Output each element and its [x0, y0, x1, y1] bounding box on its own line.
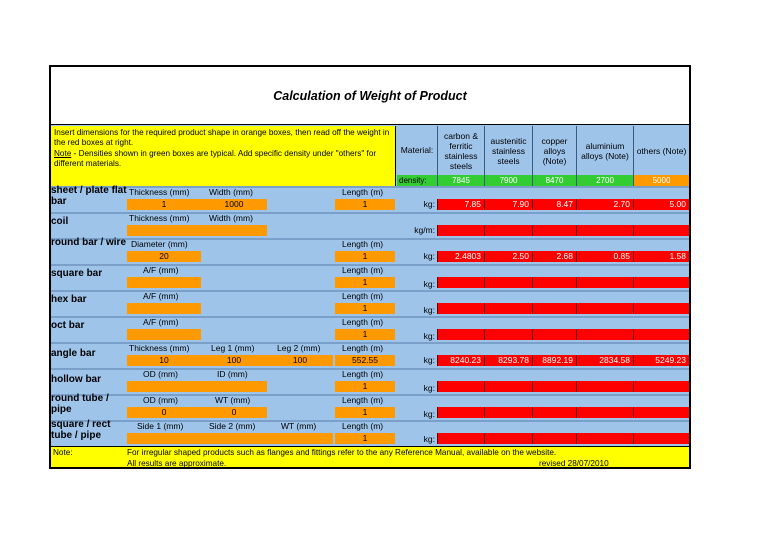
density-copper-alloys: 8470: [532, 175, 576, 186]
instructions-note-label: Note: [54, 148, 72, 158]
rect-side1-input[interactable]: [127, 433, 201, 444]
round-diameter-input[interactable]: 20: [127, 251, 201, 262]
angle-thickness-header: Thickness (mm): [129, 343, 190, 353]
round-length-input[interactable]: 1: [335, 251, 395, 262]
hollow-result-others: [633, 381, 689, 392]
sheet-length-header: Length (m): [342, 187, 384, 197]
tube-result-aluminium: [576, 407, 633, 418]
tube-wt-header: WT (mm): [215, 395, 251, 405]
shape-angle-bar-label: angle bar: [51, 348, 96, 359]
density-austenitic-steel: 7900: [484, 175, 532, 186]
sheet-result-carbon: 7.85: [437, 199, 484, 210]
footer-note-label: Note:: [53, 448, 73, 457]
rect-result-copper: [532, 433, 576, 444]
oct-af-header: A/F (mm): [143, 317, 179, 327]
rect-result-austenitic: [484, 433, 532, 444]
oct-result-austenitic: [484, 329, 532, 340]
material-others: others (Note): [633, 126, 689, 175]
square-unit: kg:: [423, 279, 435, 289]
shape-coil-label: coil: [51, 216, 69, 227]
coil-result-copper: [532, 225, 576, 236]
oct-result-others: [633, 329, 689, 340]
angle-leg1-header: Leg 1 (mm): [211, 343, 255, 353]
tube-result-others: [633, 407, 689, 418]
material-austenitic-steel: austenitic stainless steels: [484, 126, 532, 175]
hollow-od-header: OD (mm): [143, 369, 178, 379]
round-length-header: Length (m): [342, 239, 384, 249]
square-result-copper: [532, 277, 576, 288]
square-length-input[interactable]: 1: [335, 277, 395, 288]
sheet-width-input[interactable]: 1000: [201, 199, 267, 210]
tube-result-copper: [532, 407, 576, 418]
oct-result-copper: [532, 329, 576, 340]
coil-result-carbon: [437, 225, 484, 236]
square-af-header: A/F (mm): [143, 265, 179, 275]
shape-square-bar-label: square bar: [51, 268, 103, 279]
rect-unit: kg:: [423, 434, 435, 444]
oct-unit: kg:: [423, 331, 435, 341]
rect-result-others: [633, 433, 689, 444]
angle-length-input[interactable]: 552.55: [335, 355, 395, 366]
hollow-id-header: ID (mm): [217, 369, 248, 379]
round-result-austenitic: 2.50: [484, 251, 532, 262]
rect-length-input[interactable]: 1: [335, 433, 395, 444]
material-aluminium-alloys: aluminium alloys (Note): [576, 126, 633, 175]
angle-result-copper: 8892.19: [532, 355, 576, 366]
hollow-length-input[interactable]: 1: [335, 381, 395, 392]
footer-approx-text: All results are approximate.: [127, 459, 227, 468]
rect-length-header: Length (m): [342, 421, 384, 431]
shape-hex-bar-label: hex bar: [51, 294, 87, 305]
hex-unit: kg:: [423, 305, 435, 315]
angle-result-austenitic: 8293.78: [484, 355, 532, 366]
footer-note: [51, 446, 689, 469]
angle-length-header: Length (m): [342, 343, 384, 353]
rect-side2-header: Side 2 (mm): [209, 421, 256, 431]
coil-result-others: [633, 225, 689, 236]
angle-result-carbon: 8240.23: [437, 355, 484, 366]
sheet-width-header: Width (mm): [209, 187, 253, 197]
rect-result-aluminium: [576, 433, 633, 444]
round-diameter-header: Diameter (mm): [131, 239, 188, 249]
square-result-others: [633, 277, 689, 288]
density-aluminium-alloys: 2700: [576, 175, 633, 186]
shape-sheet-label: sheet / plate flat bar: [51, 185, 127, 207]
coil-result-aluminium: [576, 225, 633, 236]
angle-thickness-input[interactable]: 10: [127, 355, 201, 366]
rect-wt-input[interactable]: [267, 433, 333, 444]
density-label: density:: [397, 175, 437, 186]
round-result-copper: 2.68: [532, 251, 576, 262]
weight-calculator-sheet: [49, 65, 691, 469]
material-carbon-steel: carbon & ferritic stainless steels: [437, 126, 484, 175]
hex-af-input[interactable]: [127, 303, 201, 314]
tube-od-input[interactable]: 0: [127, 407, 201, 418]
hex-length-input[interactable]: 1: [335, 303, 395, 314]
hex-result-austenitic: [484, 303, 532, 314]
sheet-result-copper: 8.47: [532, 199, 576, 210]
coil-width-header: Width (mm): [209, 213, 253, 223]
angle-leg2-header: Leg 2 (mm): [277, 343, 321, 353]
oct-result-aluminium: [576, 329, 633, 340]
hollow-result-carbon: [437, 381, 484, 392]
hollow-id-input[interactable]: [201, 381, 267, 392]
sheet-result-aluminium: 2.70: [576, 199, 633, 210]
angle-result-aluminium: 2834.58: [576, 355, 633, 366]
tube-result-carbon: [437, 407, 484, 418]
instructions-line2: - Densities shown in green boxes are typical. Add specific density under "others" for different materials.: [54, 148, 377, 169]
coil-thickness-input[interactable]: [127, 225, 201, 236]
tube-length-input[interactable]: 1: [335, 407, 395, 418]
angle-unit: kg:: [423, 355, 435, 365]
sheet-thickness-header: Thickness (mm): [129, 187, 190, 197]
hollow-unit: kg:: [423, 383, 435, 393]
oct-result-carbon: [437, 329, 484, 340]
round-result-carbon: 2.4803: [437, 251, 484, 262]
rect-result-carbon: [437, 433, 484, 444]
footer-note-text: For irregular shaped products such as flanges and fittings refer to the any Reference Manual, available on the website.: [127, 448, 557, 457]
sheet-length-input[interactable]: 1: [335, 199, 395, 210]
shape-rect-tube-label: square / rect tube / pipe: [51, 419, 111, 441]
oct-length-header: Length (m): [342, 317, 384, 327]
instructions: [51, 126, 396, 186]
angle-result-others: 5249.23: [633, 355, 689, 366]
tube-od-header: OD (mm): [143, 395, 178, 405]
hollow-length-header: Length (m): [342, 369, 384, 379]
tube-length-header: Length (m): [342, 395, 384, 405]
tube-result-austenitic: [484, 407, 532, 418]
footer-revised-date: revised 28/07/2010: [539, 459, 609, 468]
rect-side2-input[interactable]: [201, 433, 267, 444]
square-length-header: Length (m): [342, 265, 384, 275]
rect-side1-header: Side 1 (mm): [137, 421, 184, 431]
material-label: Material:: [400, 145, 434, 155]
coil-result-austenitic: [484, 225, 532, 236]
hex-result-copper: [532, 303, 576, 314]
shape-hollow-bar-label: hollow bar: [51, 374, 101, 385]
square-result-carbon: [437, 277, 484, 288]
shape-oct-bar-label: oct bar: [51, 320, 85, 331]
round-result-others: 1.58: [633, 251, 689, 262]
density-carbon-steel: 7845: [437, 175, 484, 186]
hollow-result-austenitic: [484, 381, 532, 392]
hollow-result-aluminium: [576, 381, 633, 392]
hex-length-header: Length (m): [342, 291, 384, 301]
hollow-result-copper: [532, 381, 576, 392]
density-others-input[interactable]: 5000: [633, 175, 689, 186]
instructions-line1: Insert dimensions for the required product shape in orange boxes, then read off the weight in the red boxes at right.: [54, 128, 390, 148]
sheet-unit: kg:: [423, 199, 435, 209]
sheet-result-austenitic: 7.90: [484, 199, 532, 210]
hollow-od-input[interactable]: [127, 381, 201, 392]
round-unit: kg:: [423, 251, 435, 261]
coil-width-input[interactable]: [201, 225, 267, 236]
shape-round-tube-label: round tube / pipe: [51, 393, 109, 415]
angle-leg2-input[interactable]: 100: [267, 355, 333, 366]
tube-unit: kg:: [423, 409, 435, 419]
rect-wt-header: WT (mm): [281, 421, 317, 431]
hex-result-others: [633, 303, 689, 314]
shape-round-bar-label: round bar / wire: [51, 237, 127, 248]
material-copper-alloys: copper alloys (Note): [532, 126, 576, 175]
coil-thickness-header: Thickness (mm): [129, 213, 190, 223]
oct-length-input[interactable]: 1: [335, 329, 395, 340]
angle-leg1-input[interactable]: 100: [201, 355, 267, 366]
round-result-aluminium: 0.85: [576, 251, 633, 262]
square-af-input[interactable]: [127, 277, 201, 288]
square-result-aluminium: [576, 277, 633, 288]
square-result-austenitic: [484, 277, 532, 288]
tube-wt-input[interactable]: 0: [201, 407, 267, 418]
coil-unit: kg/m:: [414, 225, 435, 235]
page-title: Calculation of Weight of Product: [51, 67, 689, 125]
sheet-result-others: 5.00: [633, 199, 689, 210]
sheet-thickness-input[interactable]: 1: [127, 199, 201, 210]
oct-af-input[interactable]: [127, 329, 201, 340]
hex-result-aluminium: [576, 303, 633, 314]
hex-af-header: A/F (mm): [143, 291, 179, 301]
hex-result-carbon: [437, 303, 484, 314]
